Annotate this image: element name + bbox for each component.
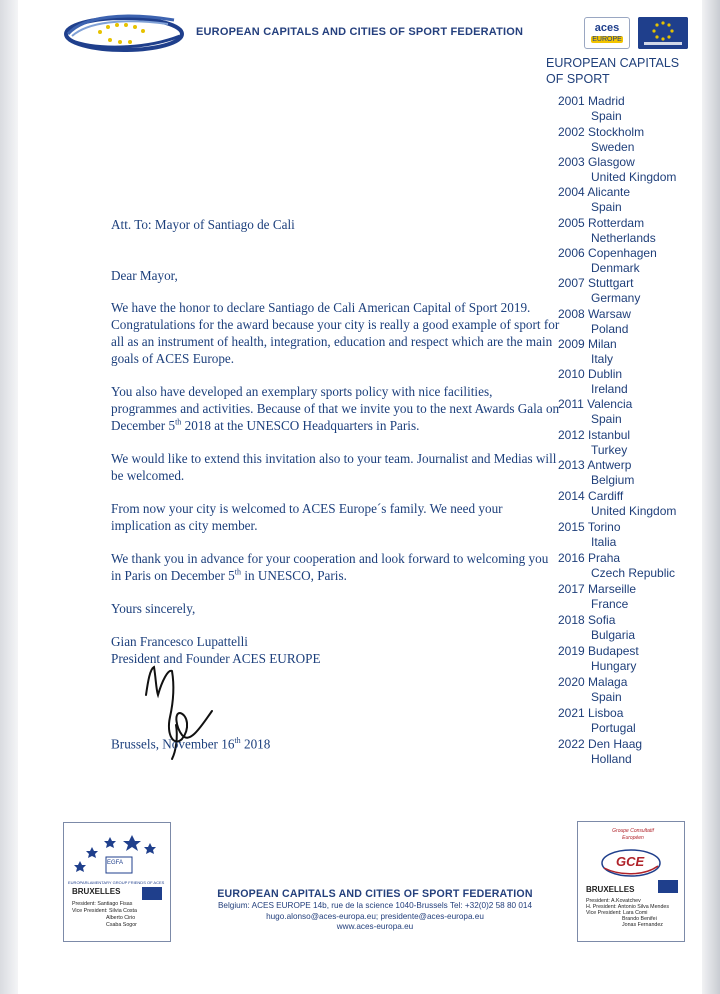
egfa-line-3: Alberto Cirio bbox=[106, 915, 136, 921]
paragraph-2-text: You also have developed an exemplary sports policy with nice facilities, programmes and activities. Because of that we invite you to the next Awards Gala on December 5 bbox=[111, 384, 560, 433]
capital-country: Ireland bbox=[591, 382, 628, 396]
capital-city-name: Milan bbox=[588, 337, 617, 351]
letter-body bbox=[111, 216, 561, 667]
capital-country: Belgium bbox=[591, 473, 635, 487]
capital-year: 2005 bbox=[558, 216, 585, 230]
capital-year: 2013 bbox=[558, 458, 585, 472]
gce-flag-icon bbox=[658, 880, 678, 893]
header-org-name: EUROPEAN CAPITALS AND CITIES OF SPORT FEDERATION bbox=[196, 26, 524, 38]
capital-country: Holland bbox=[591, 752, 632, 766]
paragraph-4: From now your city is welcomed to ACES Europe´s family. We need your implication as city member. bbox=[111, 501, 503, 533]
capital-city-name: Praha bbox=[588, 551, 621, 565]
paragraph-5-sup: th bbox=[234, 567, 242, 577]
closing: Yours sincerely, bbox=[111, 601, 196, 616]
paragraph-5-text: We thank you in advance for your cooperation and look forward to welcoming you in Paris on December 5 bbox=[111, 551, 549, 583]
capital-year: 2012 bbox=[558, 428, 585, 442]
egfa-group-name: EUROPARLAMENTARY GROUP FRIENDS OF ACES bbox=[68, 880, 165, 885]
capitals-heading-line1: EUROPEAN CAPITALS bbox=[546, 56, 680, 70]
capital-country: Hungary bbox=[591, 659, 637, 673]
egfa-line-1: President: Santiago Fisas bbox=[72, 901, 133, 907]
page-edge-right bbox=[702, 0, 720, 994]
capital-country: Spain bbox=[591, 412, 622, 426]
footer-org-name: EUROPEAN CAPITALS AND CITIES OF SPORT FEDERATION bbox=[217, 888, 533, 900]
egfa-flag-icon bbox=[142, 887, 162, 900]
egfa-city: BRUXELLES bbox=[72, 887, 121, 896]
capitals-heading-line2: OF SPORT bbox=[546, 72, 610, 86]
capital-year: 2015 bbox=[558, 520, 585, 534]
capital-year-city bbox=[558, 155, 635, 170]
capital-year-city bbox=[558, 246, 657, 261]
paragraph-1: We have the honor to declare Santiago de Cali American Capital of Sport 2019. Congratulations for the award because your city is really a good example of sport for all as an instrument of health, integration, education and respect which are the main goals of ACES Europe. bbox=[111, 300, 560, 366]
capital-city-name: Stockholm bbox=[588, 125, 645, 139]
gce-logo-box bbox=[577, 821, 685, 942]
place-date-sup: th bbox=[234, 736, 241, 745]
capital-year-city bbox=[558, 185, 630, 200]
capital-year-city bbox=[558, 675, 627, 690]
capital-country: United Kingdom bbox=[591, 504, 677, 518]
capital-city-name: Malaga bbox=[588, 675, 628, 689]
capital-city-name: Warsaw bbox=[588, 307, 631, 321]
capital-city-name: Cardiff bbox=[588, 489, 624, 503]
capital-year-city bbox=[558, 520, 621, 535]
capital-city-name: Budapest bbox=[588, 644, 639, 658]
capital-year: 2010 bbox=[558, 367, 585, 381]
capital-city-name: Sofia bbox=[588, 613, 616, 627]
capital-country: Czech Republic bbox=[591, 566, 676, 580]
paragraph-3: We would like to extend this invitation also to your team. Journalist and Medias will be welcomed. bbox=[111, 451, 557, 483]
gce-line-3: Vice President: Lara Comi bbox=[586, 910, 648, 916]
capital-city-name: Rotterdam bbox=[588, 216, 645, 230]
footer-website[interactable]: www.aces-europa.eu bbox=[336, 922, 414, 931]
capital-year: 2019 bbox=[558, 644, 585, 658]
capital-year: 2003 bbox=[558, 155, 585, 169]
capital-year: 2017 bbox=[558, 582, 585, 596]
federation-logo bbox=[64, 10, 184, 56]
capital-year: 2018 bbox=[558, 613, 585, 627]
eu-flag-logo bbox=[638, 17, 688, 49]
gce-logo-text: GCE bbox=[616, 854, 645, 869]
capital-country: France bbox=[591, 597, 629, 611]
capital-year-city bbox=[558, 644, 639, 659]
capital-year: 2006 bbox=[558, 246, 585, 260]
capital-country: Denmark bbox=[591, 261, 640, 275]
signer-name: Gian Francesco Lupattelli bbox=[111, 634, 248, 649]
gce-line-2: H. President: Antonio Silva Mendes bbox=[586, 904, 670, 910]
capital-year-city bbox=[558, 489, 623, 504]
capital-year: 2007 bbox=[558, 276, 585, 290]
aces-logo-text: aces bbox=[594, 22, 620, 34]
gce-line-5: Jonas Fernandez bbox=[622, 922, 663, 928]
capital-city-name: Valencia bbox=[587, 397, 633, 411]
footer-address: Belgium: ACES EUROPE 14b, rue de la science 1040-Brussels Tel: +32(0)2 58 80 014 bbox=[217, 901, 533, 910]
footer-emails[interactable]: hugo.alonso@aces-europa.eu; presidente@aces-europa.eu bbox=[266, 911, 484, 921]
paragraph-2-sup: th bbox=[175, 417, 182, 427]
capital-country: Poland bbox=[591, 322, 629, 336]
aces-logo bbox=[584, 17, 630, 49]
capital-year: 2001 bbox=[558, 94, 585, 108]
capital-city-name: Stuttgart bbox=[588, 276, 634, 290]
capital-year-city bbox=[558, 582, 636, 597]
capital-city-name: Torino bbox=[587, 520, 621, 534]
capitals-heading bbox=[546, 55, 696, 87]
capital-year-city bbox=[558, 737, 642, 752]
capital-city-name: Copenhagen bbox=[588, 246, 657, 260]
capital-city-name: Alicante bbox=[587, 185, 631, 199]
capital-country: Germany bbox=[591, 291, 641, 305]
egfa-line-2: Vice President: Silvia Costa bbox=[72, 908, 137, 914]
capital-country: Italia bbox=[591, 535, 617, 549]
paragraph-2-text-end: 2018 at the UNESCO Headquarters in Paris. bbox=[181, 418, 420, 433]
attention-line: Att. To: Mayor of Santiago de Cali bbox=[111, 217, 295, 232]
capital-year-city bbox=[558, 397, 632, 412]
egfa-logo-box bbox=[63, 822, 171, 942]
signer-title: President and Founder ACES EUROPE bbox=[111, 651, 321, 666]
capital-year: 2022 bbox=[558, 737, 585, 751]
capital-year: 2008 bbox=[558, 307, 585, 321]
capital-country: Netherlands bbox=[591, 231, 656, 245]
egfa-stars-icon bbox=[70, 829, 166, 879]
capital-city-name: Dublin bbox=[588, 367, 623, 381]
paragraph-5 bbox=[111, 550, 561, 584]
gce-city: BRUXELLES bbox=[586, 885, 635, 894]
place-date-text: Brussels, November 16 bbox=[111, 736, 235, 752]
gce-line-4: Brando Benifei bbox=[622, 916, 657, 922]
capital-city-name: Marseille bbox=[588, 582, 637, 596]
capital-country: Bulgaria bbox=[591, 628, 636, 642]
capital-year-city bbox=[558, 94, 625, 109]
capital-year-city bbox=[558, 706, 623, 721]
place-date bbox=[111, 736, 270, 752]
capital-year: 2016 bbox=[558, 551, 585, 565]
paragraph-2 bbox=[111, 383, 561, 434]
capital-year-city bbox=[558, 337, 617, 352]
paragraph-5-text-end: in UNESCO, Paris. bbox=[241, 568, 347, 583]
capital-year-city bbox=[558, 458, 631, 473]
capital-year: 2009 bbox=[558, 337, 585, 351]
capital-year-city bbox=[558, 551, 620, 566]
capital-city-name: Madrid bbox=[588, 94, 625, 108]
capital-country: Spain bbox=[591, 109, 622, 123]
place-date-year: 2018 bbox=[240, 736, 271, 752]
capital-country: United Kingdom bbox=[591, 170, 677, 184]
gce-line-1: President: A.Kovatchev bbox=[586, 898, 641, 904]
egfa-line-4: Csaba Sogor bbox=[106, 922, 137, 928]
capital-year: 2014 bbox=[558, 489, 585, 503]
capital-city-name: Istanbul bbox=[588, 428, 631, 442]
capital-year: 2002 bbox=[558, 125, 585, 139]
capital-year: 2021 bbox=[558, 706, 585, 720]
footer-contact bbox=[180, 888, 570, 933]
capital-year-city bbox=[558, 125, 644, 140]
page-edge-left bbox=[0, 0, 18, 994]
gce-group-name: Groupe Consultatif Européen bbox=[612, 828, 654, 841]
capital-year-city bbox=[558, 216, 644, 231]
capital-year: 2011 bbox=[558, 397, 584, 411]
capital-year: 2020 bbox=[558, 675, 585, 689]
capital-year-city bbox=[558, 613, 615, 628]
aces-logo-subtext: EUROPE bbox=[592, 36, 622, 43]
capital-country: Portugal bbox=[591, 721, 636, 735]
capital-city-name: Lisboa bbox=[588, 706, 624, 720]
capital-year-city bbox=[558, 276, 633, 291]
capital-country: Spain bbox=[591, 690, 622, 704]
capital-year-city bbox=[558, 307, 631, 322]
capital-year-city bbox=[558, 428, 630, 443]
salutation: Dear Mayor, bbox=[111, 268, 178, 283]
capital-year: 2004 bbox=[558, 185, 585, 199]
capital-year-city bbox=[558, 367, 622, 382]
capital-city-name: Den Haag bbox=[588, 737, 643, 751]
capital-city-name: Antwerp bbox=[587, 458, 632, 472]
capital-country: Turkey bbox=[591, 443, 628, 457]
egfa-badge: EGFA bbox=[107, 860, 124, 866]
capital-country: Sweden bbox=[591, 140, 635, 154]
capital-country: Italy bbox=[591, 352, 614, 366]
capital-city-name: Glasgow bbox=[588, 155, 635, 169]
capital-country: Spain bbox=[591, 200, 622, 214]
